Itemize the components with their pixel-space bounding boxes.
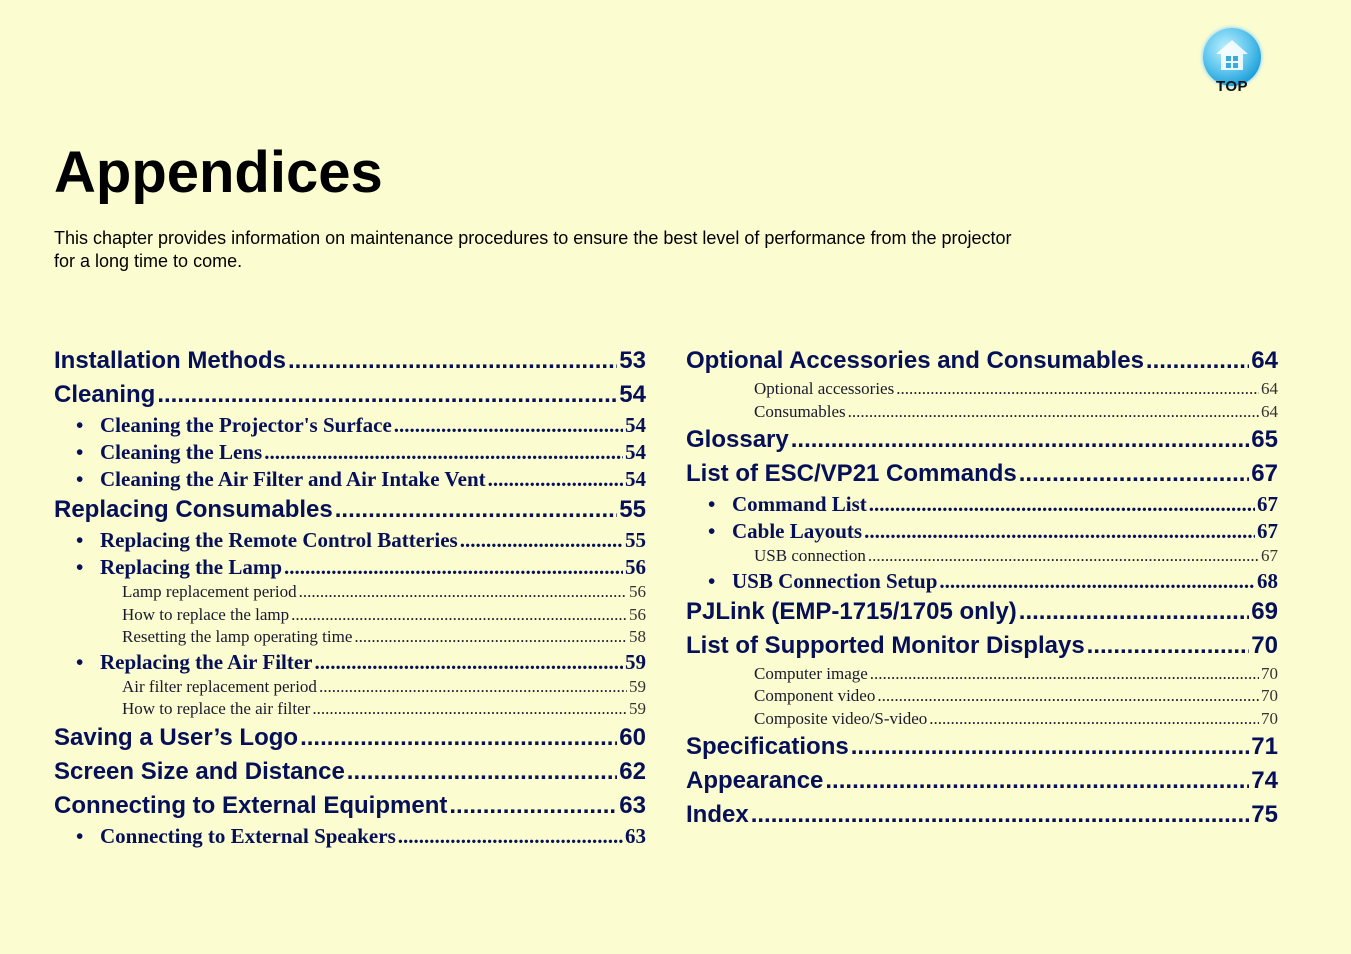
toc-entry-page-number: 55 [619, 496, 646, 523]
toc-entry-label: Index [686, 801, 749, 828]
toc-entry-label: PJLink (EMP-1715/1705 only) [686, 597, 1017, 625]
toc-entry-level-1[interactable] [54, 789, 646, 823]
toc-entry-level-1[interactable] [686, 764, 1278, 798]
toc-entry-level-3[interactable] [686, 378, 1278, 401]
toc-entry-page-number: 67 [1257, 492, 1278, 516]
toc-entry-level-1[interactable] [54, 344, 646, 378]
toc-entry-page-number: 67 [1257, 519, 1278, 543]
dot-leader [299, 581, 627, 604]
dot-leader [1146, 344, 1249, 378]
dot-leader [825, 764, 1249, 798]
top-button-label: TOP [1215, 78, 1249, 95]
dot-leader [335, 493, 618, 527]
toc-entry-page-number: 70 [1261, 686, 1278, 705]
toc-entry-level-1[interactable] [686, 423, 1278, 457]
toc-entry-label: USB connection [754, 546, 866, 565]
dot-leader [460, 527, 623, 554]
toc-entry-label: Glossary [686, 426, 789, 453]
toc-entry-page-number: 70 [1261, 663, 1278, 683]
bullet-icon: • [76, 528, 84, 552]
toc-entry-label: Component video [754, 686, 876, 705]
toc-entry-page-number: 56 [629, 604, 646, 624]
toc-entry-level-2[interactable] [686, 518, 1278, 545]
toc-entry-level-2[interactable] [54, 823, 646, 850]
dot-leader [1087, 629, 1250, 663]
dot-leader [284, 554, 623, 581]
dot-leader [939, 568, 1255, 595]
toc-right-column [686, 344, 1278, 832]
toc-entry-page-number: 64 [1251, 347, 1278, 374]
toc-entry-level-2[interactable] [54, 439, 646, 466]
toc-entry-page-number: 69 [1251, 597, 1278, 625]
top-button[interactable] [1200, 28, 1264, 96]
toc-entry-page-number: 67 [1261, 546, 1278, 565]
toc-entry-level-1[interactable] [54, 378, 646, 412]
toc-entry-level-1[interactable] [686, 457, 1278, 491]
dot-leader [1019, 457, 1250, 491]
toc-entry-page-number: 59 [625, 649, 646, 674]
bullet-icon: • [708, 492, 716, 516]
dot-leader [319, 676, 627, 699]
toc-entry-level-3[interactable] [54, 604, 646, 627]
toc-entry-label: Saving a User’s Logo [54, 723, 299, 751]
toc-entry-level-2[interactable] [54, 412, 646, 439]
dot-leader [851, 730, 1250, 764]
toc-entry-level-3[interactable] [54, 626, 646, 649]
toc-entry-level-1[interactable] [686, 595, 1278, 629]
toc-entry-label: Resetting the lamp operating time [122, 627, 353, 646]
toc-entry-page-number: 60 [619, 723, 646, 751]
toc-entry-level-3[interactable] [686, 401, 1278, 424]
dot-leader [870, 663, 1259, 686]
toc-entry-label: List of Supported Monitor Displays [686, 631, 1085, 659]
toc-entry-level-3[interactable] [686, 685, 1278, 708]
toc-entry-label: Command List [732, 492, 867, 516]
dot-leader [312, 698, 627, 721]
dot-leader [896, 378, 1259, 401]
toc-entry-page-number: 63 [619, 791, 646, 819]
toc-entry-label: Air filter replacement period [122, 676, 317, 696]
toc-entry-label: How to replace the air filter [122, 699, 311, 718]
toc-entry-level-1[interactable] [686, 798, 1278, 832]
toc-entry-page-number: 64 [1261, 401, 1278, 421]
toc-entry-label: Cable Layouts [732, 519, 863, 543]
toc-entry-label: Cleaning the Projector's Surface [100, 413, 392, 437]
toc-entry-level-3[interactable] [54, 676, 646, 699]
toc-entry-label: How to replace the lamp [122, 604, 290, 624]
toc-entry-label: Replacing Consumables [54, 496, 333, 523]
dot-leader [877, 685, 1259, 708]
toc-entry-page-number: 53 [619, 347, 646, 374]
toc-entry-label: Composite video/S-video [754, 708, 928, 728]
toc-entry-level-1[interactable] [54, 755, 646, 789]
toc-entry-page-number: 70 [1251, 631, 1278, 659]
toc-entry-page-number: 68 [1257, 568, 1278, 593]
toc-entry-page-number: 58 [629, 627, 646, 646]
toc-entry-label: USB Connection Setup [732, 568, 938, 593]
toc-entry-page-number: 54 [619, 381, 646, 408]
bullet-icon: • [76, 555, 84, 579]
toc-entry-label: Cleaning [54, 381, 156, 408]
dot-leader [869, 491, 1255, 518]
toc-left-column [54, 344, 646, 850]
toc-entry-label: Consumables [754, 401, 846, 421]
toc-entry-page-number: 74 [1251, 767, 1278, 794]
dot-leader [347, 755, 618, 789]
toc-entry-level-2[interactable] [686, 491, 1278, 518]
toc-entry-level-1[interactable] [686, 629, 1278, 663]
toc-entry-level-1[interactable] [686, 730, 1278, 764]
toc-entry-label: Computer image [754, 663, 868, 683]
toc-entry-page-number: 59 [629, 676, 646, 696]
toc-entry-level-2[interactable] [54, 649, 646, 676]
bullet-icon: • [76, 649, 84, 674]
dot-leader [394, 412, 623, 439]
toc-entry-level-3[interactable] [686, 708, 1278, 731]
page-title: Appendices [54, 140, 383, 205]
toc-entry-label: Replacing the Lamp [100, 555, 283, 579]
bullet-icon: • [76, 823, 84, 848]
dot-leader [868, 545, 1259, 568]
dot-leader [291, 604, 627, 627]
toc-entry-level-2[interactable] [54, 466, 646, 493]
toc-entry-label: Optional accessories [754, 379, 895, 398]
toc-entry-level-3[interactable] [54, 698, 646, 721]
chapter-intro: This chapter provides information on maintenance procedures to ensure the best level of performance from the projector for a long time to come. [54, 228, 1012, 271]
toc-entry-page-number: 54 [625, 467, 646, 491]
toc-entry-label: Optional Accessories and Consumables [686, 347, 1144, 374]
bullet-icon: • [76, 467, 84, 491]
toc-entry-level-2[interactable] [686, 568, 1278, 595]
toc-entry-label: Connecting to External Equipment [54, 791, 448, 819]
dot-leader [449, 789, 617, 823]
dot-leader [264, 439, 623, 466]
toc-entry-level-2[interactable] [54, 527, 646, 554]
dot-leader [751, 798, 1250, 832]
toc-entry-label: Connecting to External Speakers [100, 823, 396, 848]
dot-leader [929, 708, 1259, 731]
bullet-icon: • [708, 519, 716, 543]
toc-entry-page-number: 67 [1251, 460, 1278, 487]
toc-entry-label: Screen Size and Distance [54, 757, 345, 785]
toc-entry-level-1[interactable] [54, 721, 646, 755]
toc-entry-page-number: 71 [1251, 733, 1278, 760]
dot-leader [288, 344, 617, 378]
dot-leader [864, 518, 1255, 545]
bullet-icon: • [708, 568, 716, 593]
toc-entry-page-number: 56 [625, 555, 646, 579]
toc-entry-label: Cleaning the Air Filter and Air Intake Vent [100, 467, 486, 491]
dot-leader [791, 423, 1250, 457]
dot-leader [398, 823, 623, 850]
toc-entry-label: Installation Methods [54, 347, 287, 374]
bullet-icon: • [76, 413, 84, 437]
dot-leader [300, 721, 617, 755]
toc-entry-page-number: 54 [625, 440, 646, 464]
toc-entry-page-number: 62 [619, 757, 646, 785]
dot-leader [488, 466, 623, 493]
toc-entry-page-number: 65 [1251, 426, 1278, 453]
toc-entry-label: Replacing the Remote Control Batteries [100, 528, 458, 552]
toc-entry-level-2[interactable] [54, 554, 646, 581]
toc-entry-level-3[interactable] [686, 545, 1278, 568]
dot-leader [1019, 595, 1250, 629]
toc-entry-label: Lamp replacement period [122, 582, 297, 601]
dot-leader [315, 649, 624, 676]
bullet-icon: • [76, 440, 84, 464]
toc-entry-label: List of ESC/VP21 Commands [686, 460, 1017, 487]
toc-entry-page-number: 70 [1261, 708, 1278, 728]
toc-entry-level-3[interactable] [686, 663, 1278, 686]
toc-entry-label: Specifications [686, 733, 849, 760]
toc-entry-page-number: 64 [1261, 379, 1278, 398]
toc-entry-page-number: 75 [1251, 801, 1278, 828]
toc-entry-page-number: 55 [625, 528, 646, 552]
toc-entry-label: Replacing the Air Filter [100, 649, 313, 674]
toc-entry-level-1[interactable] [686, 344, 1278, 378]
toc-entry-level-3[interactable] [54, 581, 646, 604]
toc-entry-page-number: 56 [629, 582, 646, 601]
dot-leader [848, 401, 1259, 424]
toc-entry-page-number: 63 [625, 823, 646, 848]
toc-entry-page-number: 59 [629, 699, 646, 718]
toc-entry-label: Appearance [686, 767, 824, 794]
dot-leader [354, 626, 627, 649]
toc-entry-page-number: 54 [625, 413, 646, 437]
toc-entry-level-1[interactable] [54, 493, 646, 527]
dot-leader [157, 378, 617, 412]
toc-entry-label: Cleaning the Lens [100, 440, 263, 464]
